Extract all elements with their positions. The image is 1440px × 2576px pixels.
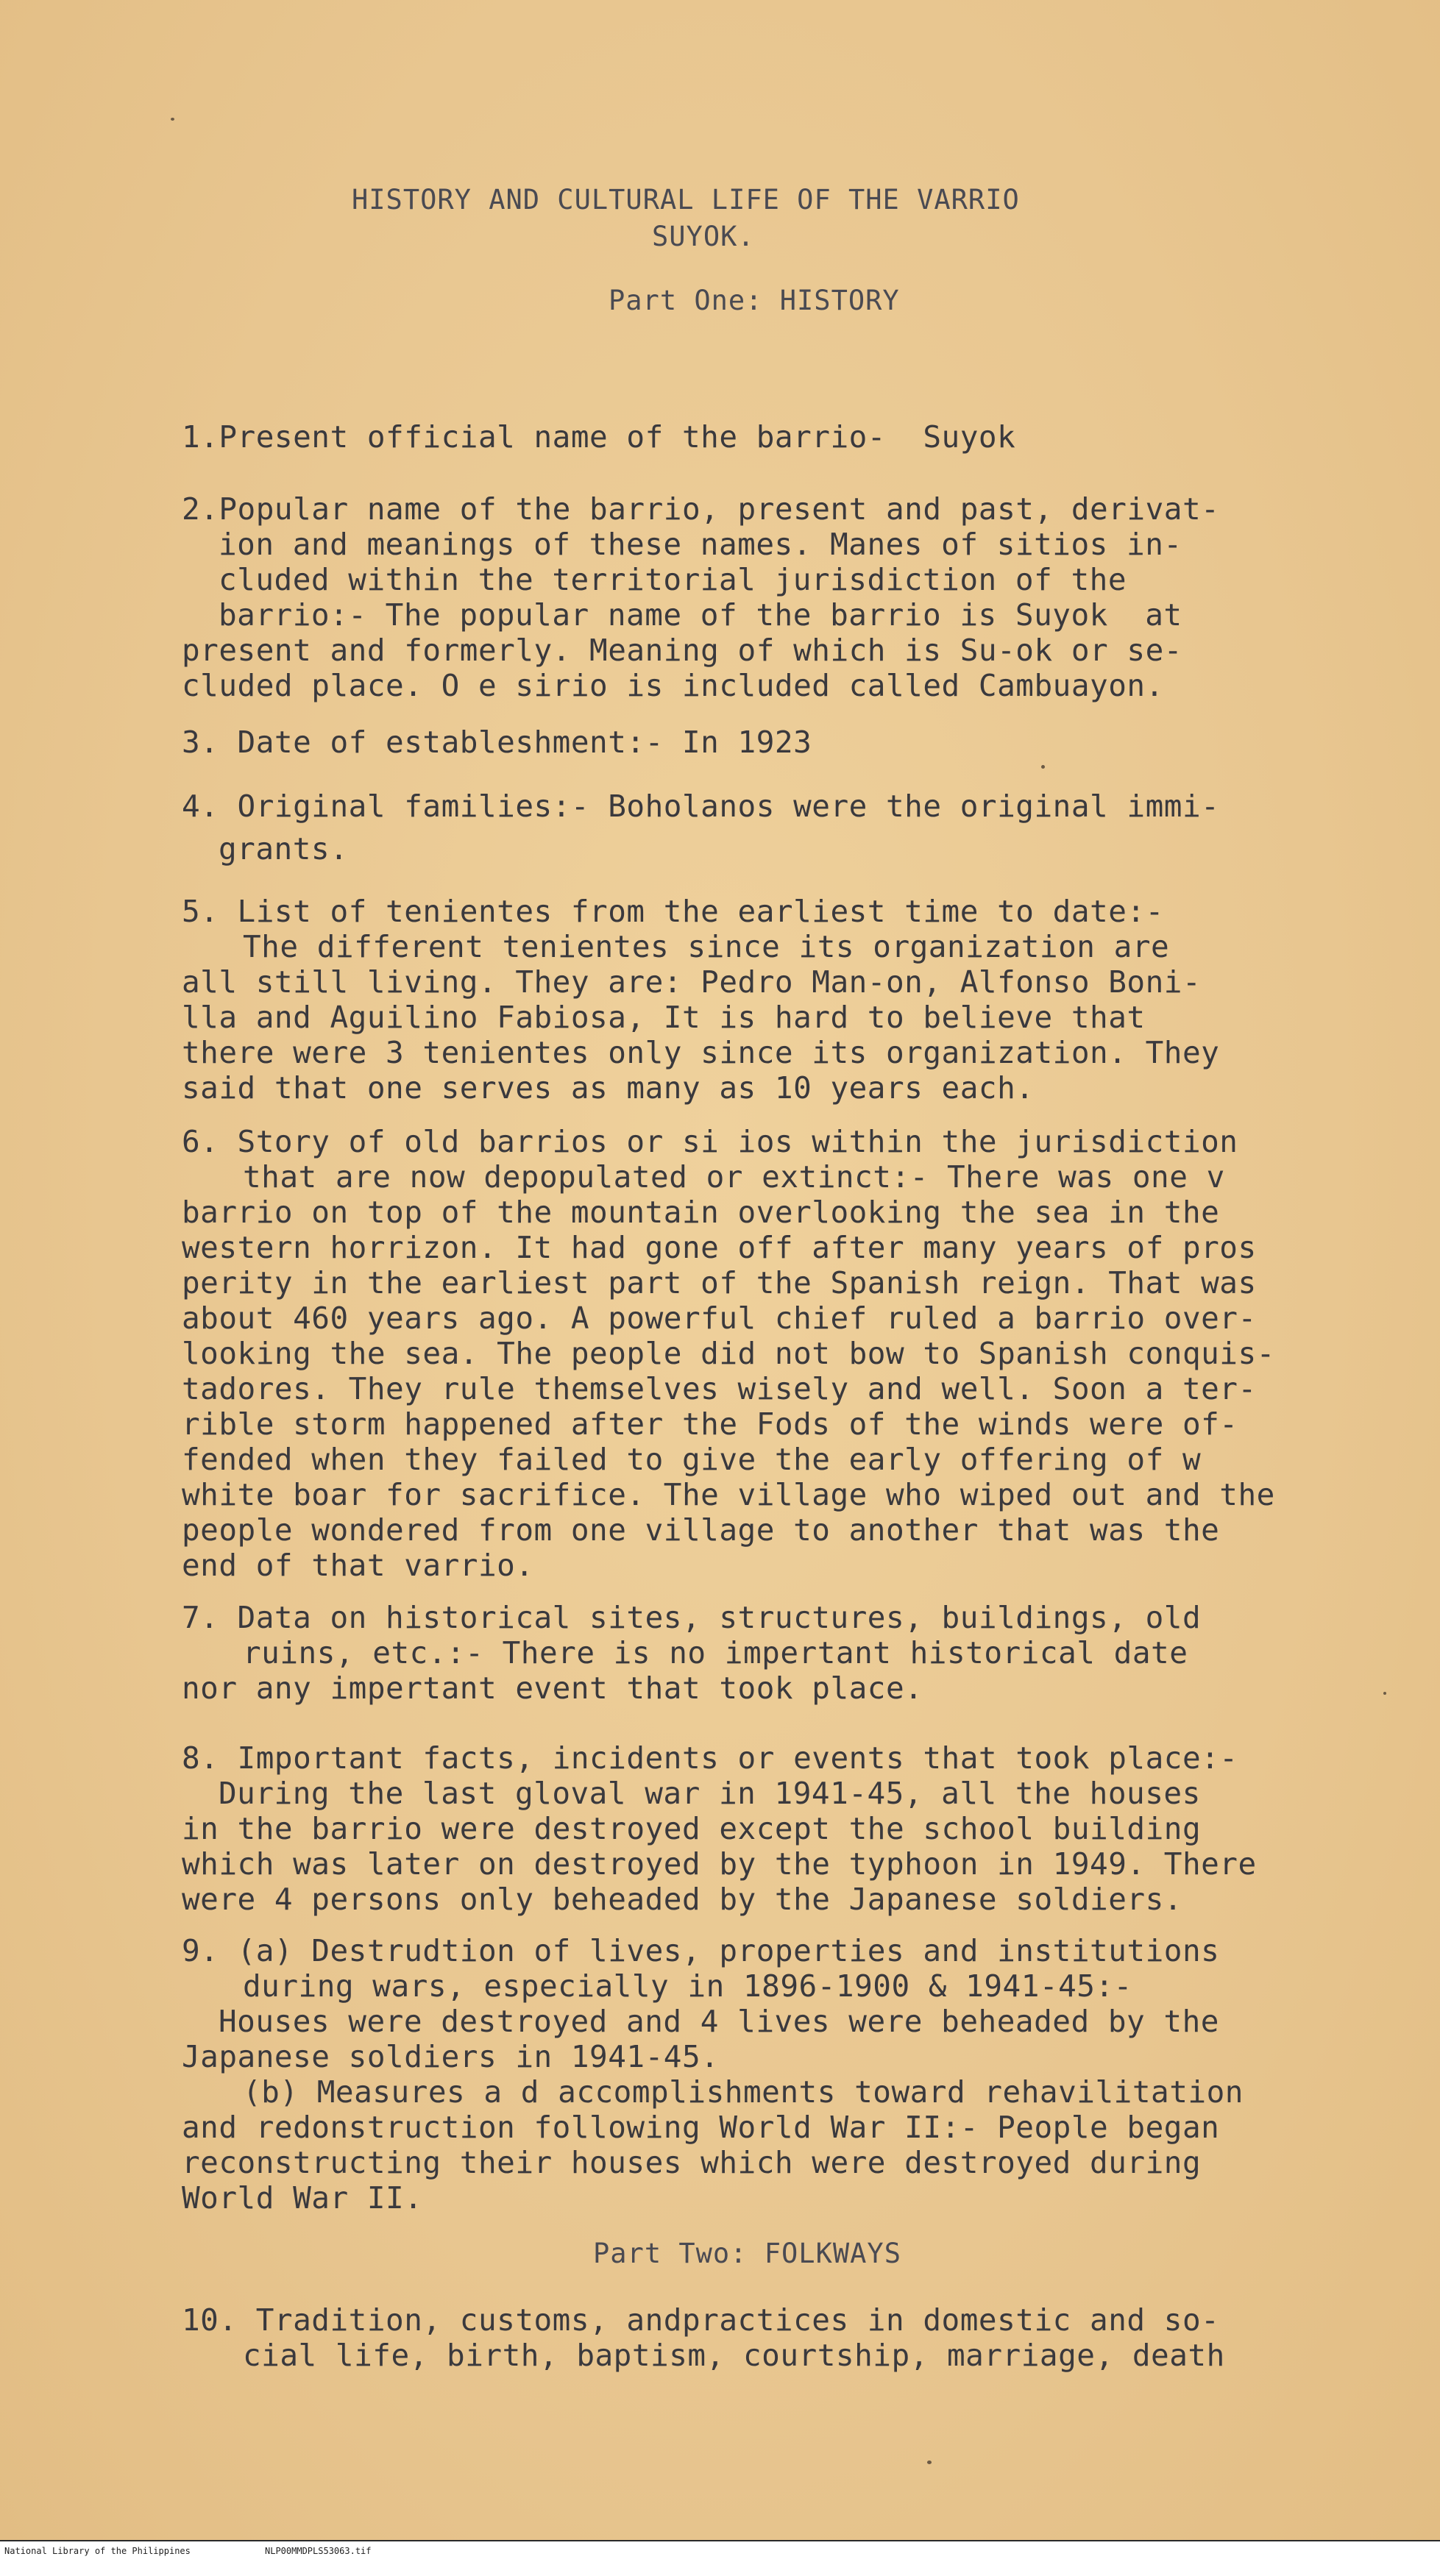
paper-speck <box>1383 1692 1386 1695</box>
paper-speck <box>927 2461 932 2464</box>
item-7-line: ruins, etc.:- There is no impertant historical date <box>243 1635 1188 1671</box>
item-6-line: 6. Story of old barrios or si ios within the jurisdiction <box>182 1124 1238 1159</box>
item-4-line: grants. <box>219 831 349 867</box>
item-6-line: fended when they failed to give the early offering of w <box>182 1442 1202 1477</box>
item-10-line: cial life, birth, baptism, courtship, marriage, death <box>243 2338 1225 2373</box>
scan-footer-strip <box>0 2540 1440 2576</box>
item-9-line: reconstructing their houses which were destroyed during <box>182 2145 1202 2180</box>
item-2-line: 2.Popular name of the barrio, present and past, derivat- <box>182 491 1220 527</box>
item-4-line: 4. Original families:- Boholanos were the original immi- <box>182 789 1220 824</box>
item-8-line: in the barrio were destroyed except the school building <box>182 1811 1202 1846</box>
item-6-line: rible storm happened after the Fods of the winds were of- <box>182 1406 1238 1442</box>
item-6-line: that are now depopulated or extinct:- There was one v <box>243 1159 1225 1195</box>
item-8-line: were 4 persons only beheaded by the Japanese soldiers. <box>182 1882 1182 1917</box>
item-5-line: said that one serves as many as 10 years each. <box>182 1070 1035 1106</box>
item-6-line: people wondered from one village to another that was the <box>182 1512 1220 1548</box>
item-8-line: During the last gloval war in 1941-45, all the houses <box>219 1776 1201 1811</box>
item-9-line: 9. (a) Destrudtion of lives, properties and institutions <box>182 1933 1220 1968</box>
item-6-line: looking the sea. The people did not bow to Spanish conquis- <box>182 1336 1275 1371</box>
item-7-line: 7. Data on historical sites, structures, buildings, old <box>182 1600 1202 1635</box>
item-2-line: cluded within the territorial jurisdiction of the <box>219 562 1127 597</box>
file-id-label: NLP00MMDPLS53063.tif <box>265 2546 372 2556</box>
item-5-line: all still living. They are: Pedro Man-on, Alfonso Boni- <box>182 964 1202 1000</box>
item-9-line: (b) Measures a d accomplishments toward rehavilitation <box>243 2074 1244 2110</box>
item-2-line: present and formerly. Meaning of which is Su-ok or se- <box>182 633 1182 668</box>
item-1-line: 1.Present official name of the barrio- Suyok <box>182 419 1016 455</box>
document-title: HISTORY AND CULTURAL LIFE OF THE VARRIO <box>352 184 1020 216</box>
item-3-line: 3. Date of estableshment:- In 1923 <box>182 725 812 760</box>
item-6-line: end of that varrio. <box>182 1548 534 1583</box>
item-7-line: nor any impertant event that took place. <box>182 1671 923 1706</box>
document-subtitle: SUYOK. <box>652 221 755 252</box>
item-6-line: barrio on top of the mountain overlooking the sea in the <box>182 1195 1220 1230</box>
item-6-line: western horrizon. It had gone off after many years of pros <box>182 1230 1257 1265</box>
item-6-line: tadores. They rule themselves wisely and well. Soon a ter- <box>182 1371 1257 1406</box>
item-5-line: there were 3 tenientes only since its organization. They <box>182 1035 1220 1070</box>
part-two-heading: Part Two: FOLKWAYS <box>593 2238 901 2269</box>
item-2-line: barrio:- The popular name of the barrio is Suyok at <box>219 597 1182 633</box>
item-8-line: which was later on destroyed by the typhoon in 1949. There <box>182 1846 1257 1882</box>
item-9-line: World War II. <box>182 2180 423 2216</box>
item-9-line: and redonstruction following World War II:- People began <box>182 2110 1220 2145</box>
paper-speck <box>171 118 174 121</box>
item-6-line: white boar for sacrifice. The village who wiped out and the <box>182 1477 1275 1512</box>
item-2-line: ion and meanings of these names. Manes of sitios in- <box>219 527 1182 562</box>
item-9-line: Houses were destroyed and 4 lives were beheaded by the <box>219 2004 1219 2039</box>
item-9-line: Japanese soldiers in 1941-45. <box>182 2039 720 2074</box>
item-10-line: 10. Tradition, customs, andpractices in domestic and so- <box>182 2302 1220 2338</box>
part-one-heading: Part One: HISTORY <box>609 285 900 316</box>
item-5-line: The different tenientes since its organization are <box>243 929 1170 964</box>
item-2-line: cluded place. O e sirio is included called Cambuayon. <box>182 668 1164 703</box>
item-9-line: during wars, especially in 1896-1900 & 1941-45:- <box>243 1968 1132 2004</box>
library-label: National Library of the Philippines <box>4 2546 191 2556</box>
item-6-line: about 460 years ago. A powerful chief ruled a barrio over- <box>182 1301 1257 1336</box>
paper-speck <box>1041 765 1045 769</box>
item-5-line: lla and Aguilino Fabiosa, It is hard to believe that <box>182 1000 1146 1035</box>
item-5-line: 5. List of tenientes from the earliest time to date:- <box>182 894 1164 929</box>
item-8-line: 8. Important facts, incidents or events that took place:- <box>182 1740 1238 1776</box>
item-6-line: perity in the earliest part of the Spanish reign. That was <box>182 1265 1257 1301</box>
